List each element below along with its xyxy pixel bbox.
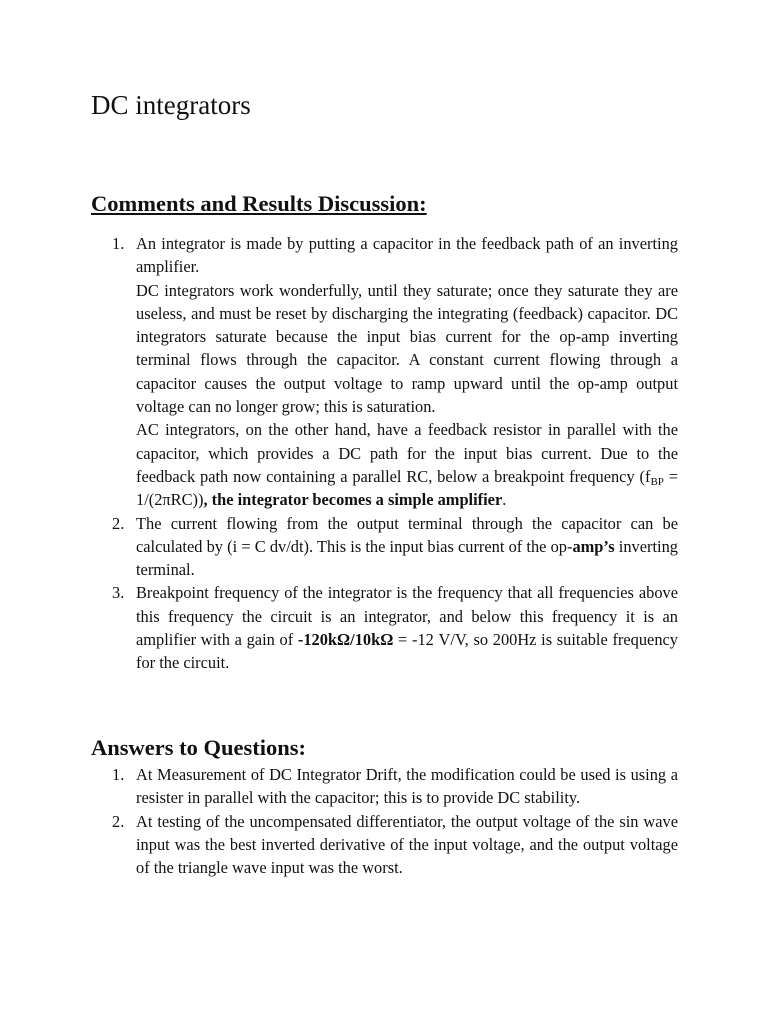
- list-item-number: 2.: [112, 513, 125, 533]
- list-item-number: 1.: [112, 765, 125, 784]
- list-item-paragraph: At Measurement of DC Integrator Drift, the modification could be used is using a resister in parallel with the capacitor; this is to provide DC stability.: [136, 765, 678, 808]
- bold-text: , the integrator becomes a simple amplifier: [203, 490, 503, 510]
- paragraph-text: inverting terminal.: [136, 536, 678, 580]
- paragraph-text: AC integrators, on the other hand, have a feedback resistor in parallel with the capacitor, which provides a DC path for the input bias current. Due to the feedback path now containing a parallel RC, below a breakpoint frequency (f: [136, 420, 678, 486]
- list-item-number: 2.: [112, 811, 125, 831]
- list-item: [91, 810, 678, 880]
- formula-text: = 1/(2πRC)): [136, 466, 679, 510]
- list-item: [91, 763, 678, 810]
- list-item-paragraph: At testing of the uncompensated differentiator, the output voltage of the sin wave input was the best inverted derivative of the input voltage, and the output voltage of the triangle wave input was the worst.: [136, 811, 678, 878]
- list-item-number: 1.: [112, 234, 125, 253]
- answers-heading: Answers to Questions:: [91, 735, 307, 760]
- paragraph-text: Breakpoint frequency of the integrator is the frequency that all frequencies above this frequency the circuit is an integrator, and below this frequency it is an amplifier with a gain of: [136, 583, 678, 650]
- list-item: [91, 581, 678, 674]
- comments-heading: Comments and Results Discussion:: [91, 191, 427, 216]
- comments-list: [91, 232, 678, 675]
- bold-text: amp’s: [572, 536, 615, 556]
- list-item-paragraph: DC integrators work wonderfully, until they saturate; once they saturate they are useless, and must be reset by discharging the integrating (feedback) capacitor. DC integrators saturate because the input bias current for the op-amp inverting terminal flows through the capacitor. A constant current flowing through a capacitor causes the output voltage to ramp upward until the op-amp output voltage can no longer grow; this is saturation.: [136, 280, 678, 417]
- list-item-paragraph: [136, 581, 678, 674]
- list-item-paragraph: An integrator is made by putting a capacitor in the feedback path of an inverting amplifier.: [136, 234, 678, 277]
- paragraph-text: The current flowing from the output terminal through the capacitor can be calculated by (i = C dv/dt). This is the input bias current of the op-: [136, 513, 678, 556]
- list-item-paragraph: [136, 512, 678, 582]
- list-item-paragraph: [136, 418, 678, 511]
- answers-list: [91, 763, 678, 879]
- list-item: [91, 232, 678, 512]
- document-title: DC integrators: [91, 90, 251, 120]
- paragraph-end: .: [502, 490, 507, 510]
- list-item: [91, 512, 678, 582]
- subscript-text: BP: [650, 475, 664, 488]
- bold-text: -120kΩ/10kΩ: [297, 630, 394, 650]
- list-item-number: 3.: [112, 583, 125, 603]
- paragraph-text: = -12 V/V, so 200Hz is suitable frequency for the circuit.: [136, 630, 678, 673]
